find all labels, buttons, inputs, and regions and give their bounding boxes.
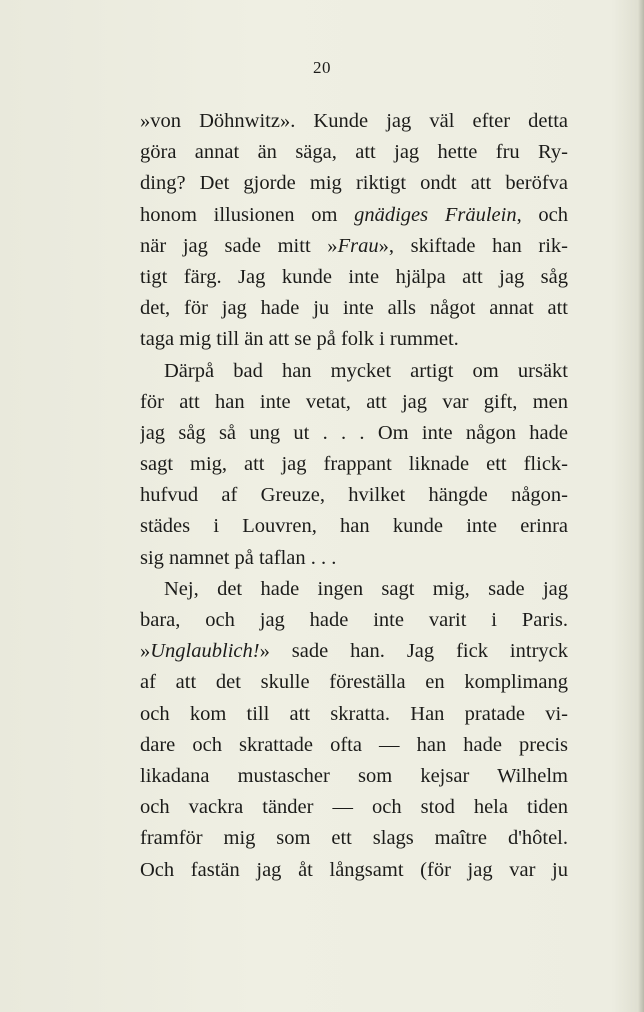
paragraph-start-line: Därpå bad han mycket artigt om ursäkt bbox=[164, 359, 568, 382]
text-line: städes i Louvren, han kunde inte erinra bbox=[140, 515, 568, 538]
page-number: 20 bbox=[313, 58, 331, 77]
text-line: tigt färg. Jag kunde inte hjälpa att jag såg bbox=[140, 265, 568, 288]
text-line: Och fastän jag åt långsamt (för jag var ju bbox=[140, 858, 568, 881]
body-text bbox=[140, 106, 568, 886]
text-line: framför mig som ett slags maître d'hôtel. bbox=[140, 827, 568, 850]
text-line: »von Döhnwitz». Kunde jag väl efter detta bbox=[140, 110, 568, 132]
text-line: hufvud af Greuze, hvilket hängde någon- bbox=[140, 484, 568, 507]
text-line: honom illusionen om gnädiges Fräulein, och bbox=[140, 203, 568, 226]
page-edge-shadow bbox=[638, 0, 644, 1012]
text-line: af att det skulle föreställa en komplimang bbox=[140, 671, 568, 694]
text-line: och vackra tänder — och stod hela tiden bbox=[140, 796, 568, 819]
italic-phrase: gnädiges Fräulein bbox=[354, 203, 517, 226]
text-line: det, för jag hade ju inte alls något annat att bbox=[140, 297, 568, 320]
text-line: bara, och jag hade inte varit i Paris. bbox=[140, 609, 568, 631]
text-line: taga mig till än att se på folk i rummet. bbox=[140, 328, 459, 351]
italic-phrase: Frau bbox=[337, 234, 379, 257]
text-line: för att han inte vetat, att jag var gift, men bbox=[140, 390, 568, 413]
text-line: göra annat än säga, att jag hette fru Ry- bbox=[140, 141, 568, 164]
text-line: ding? Det gjorde mig riktigt ondt att beröfva bbox=[140, 172, 568, 195]
text-line: och kom till att skratta. Han pratade vi- bbox=[140, 702, 568, 725]
text-line: »Unglaublich!» sade han. Jag fick intryck bbox=[140, 640, 568, 663]
text-line: jag såg så ung ut . . . Om inte någon hade bbox=[140, 421, 568, 444]
paragraph-start-line: Nej, det hade ingen sagt mig, sade jag bbox=[164, 577, 568, 600]
text-line: sagt mig, att jag frappant liknade ett flick- bbox=[140, 453, 568, 476]
text-line: sig namnet på taflan . . . bbox=[140, 546, 337, 569]
italic-phrase: Unglaublich! bbox=[150, 640, 260, 663]
text-line: när jag sade mitt »Frau», skiftade han rik- bbox=[140, 234, 568, 257]
text-line: likadana mustascher som kejsar Wilhelm bbox=[140, 764, 568, 787]
text-line: dare och skrattade ofta — han hade precis bbox=[140, 733, 568, 756]
